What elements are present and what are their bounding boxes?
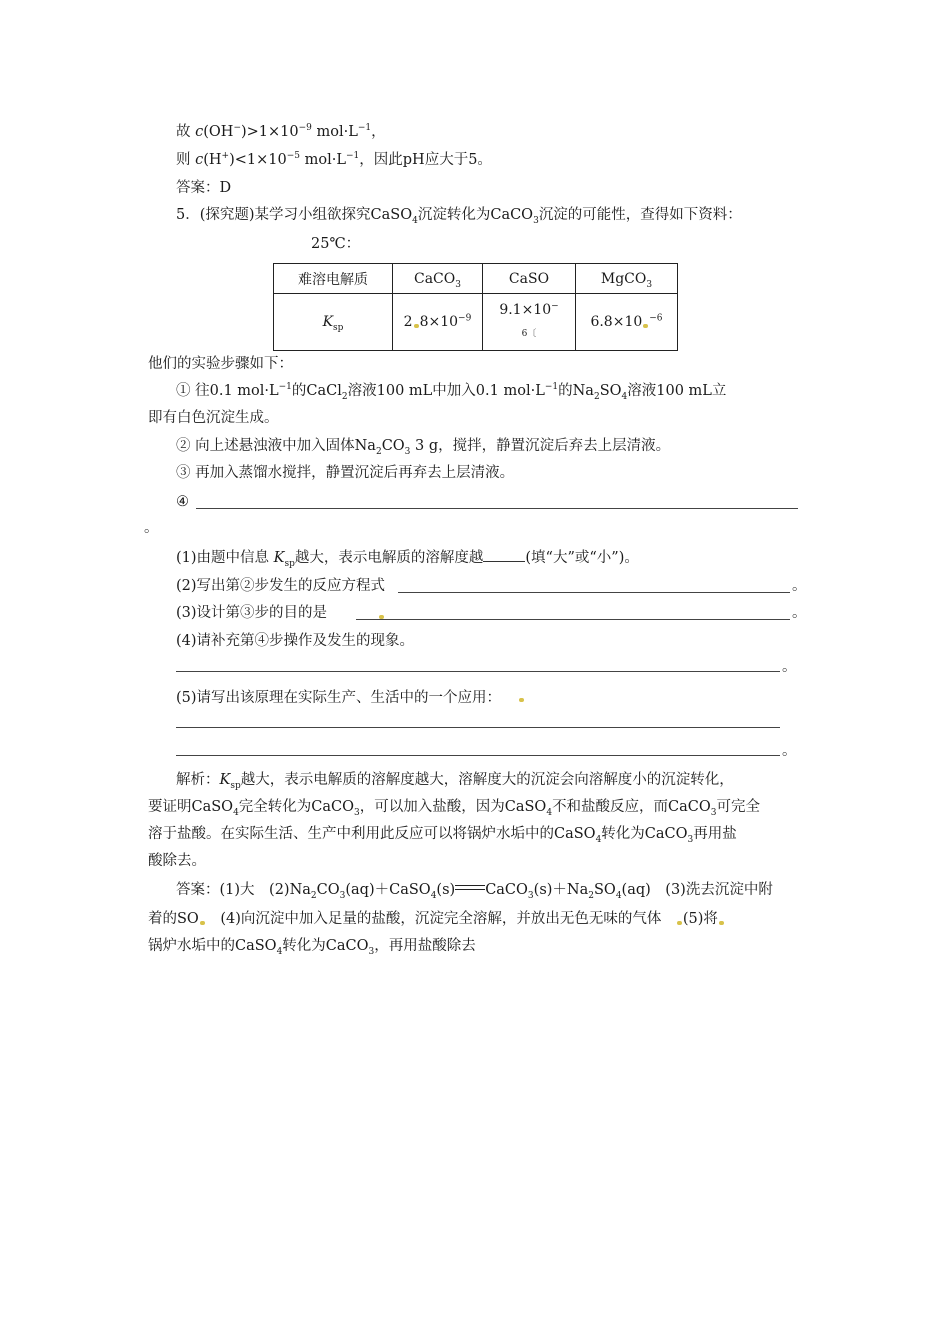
text-seg: 则 — [176, 152, 196, 168]
text-seg: 9.1×10 — [499, 302, 552, 318]
step-1 — [176, 381, 726, 401]
text-seg: )<1×10 — [229, 152, 287, 168]
text-seg: c — [195, 152, 204, 168]
answer-line-2 — [148, 909, 725, 929]
text-seg: (s) — [436, 882, 456, 898]
table-header-row — [274, 264, 678, 294]
analysis-line-3 — [148, 824, 737, 844]
dot-mark — [677, 921, 682, 925]
analysis-line-1 — [176, 770, 734, 790]
text-seg: (填“大”或“小”)。 — [525, 550, 639, 566]
text-seg: SO — [593, 882, 616, 898]
analysis-line-4: 酸除去。 — [148, 853, 206, 869]
text-seg: (4)向沉淀中加入足量的盐酸，沉淀完全溶解，并放出无色无味的气体 — [205, 911, 676, 927]
text-seg: (H — [203, 152, 222, 168]
text-seg: ① 往0.1 mol·L — [176, 383, 279, 399]
text-seg: 越大，表示电解质的溶解度越 — [294, 550, 484, 566]
subscript: 3 — [339, 890, 346, 901]
q5-end: 。 — [782, 743, 797, 759]
table-row — [274, 294, 678, 351]
ksp-table — [273, 263, 678, 351]
question-5-title — [176, 205, 742, 225]
superscript: −1 — [357, 123, 372, 134]
question-1 — [176, 547, 639, 568]
steps-intro: 他们的实验步骤如下： — [148, 356, 293, 372]
answer-line[interactable] — [356, 619, 790, 620]
subscript: 2 — [593, 391, 600, 402]
subscript: 4 — [412, 215, 418, 226]
answer-line-1 — [176, 880, 773, 900]
text-seg: 转化为CaCO — [282, 938, 369, 954]
superscript: − — [551, 301, 559, 312]
answer-line[interactable] — [398, 592, 790, 593]
previous-answer: 答案：D — [176, 180, 232, 196]
table-header-cell — [393, 264, 483, 294]
text-seg: (5)将 — [682, 911, 718, 927]
dot-mark — [414, 324, 419, 328]
table-cell — [393, 294, 483, 351]
text-seg: CaCO — [414, 270, 456, 287]
answer-line[interactable] — [176, 671, 780, 672]
text-seg: ，因此pH应大于5。 — [359, 152, 492, 168]
equilibrium-arrow-icon — [455, 883, 485, 892]
subscript: sp — [230, 780, 241, 791]
subscript: 3 — [354, 807, 360, 818]
superscript: −1 — [278, 382, 292, 393]
text-seg: ， — [371, 124, 386, 140]
subscript: 3 — [646, 279, 653, 290]
text-seg: (OH — [203, 124, 234, 140]
table-cell — [576, 294, 678, 351]
dot-mark — [379, 615, 384, 619]
superscript: − — [233, 123, 241, 134]
q3-end: 。 — [792, 605, 807, 621]
superscript: −1 — [544, 382, 559, 393]
subscript: 3 — [455, 279, 461, 290]
subscript: 4 — [233, 807, 239, 818]
subscript: 2 — [588, 890, 594, 901]
superscript: + — [221, 151, 230, 162]
text-seg: 完全转化为CaCO — [238, 799, 355, 815]
text-seg: 越大，表示电解质的溶解度越大，溶解度大的沉淀会向溶解度小的沉淀转化， — [240, 772, 734, 788]
text-seg: 5．(探究题)某学习小组欲探究CaSO — [176, 207, 413, 223]
step-4-end: 。 — [144, 520, 159, 536]
superscript: −9 — [298, 123, 312, 134]
text-seg: MgCO — [600, 270, 647, 287]
subscript: 3 — [527, 890, 534, 901]
text-seg: 故 — [176, 124, 196, 140]
text-seg: CaCO — [485, 882, 528, 898]
subscript: 2 — [375, 446, 382, 457]
text-seg: ② 向上述悬浊液中加入固体Na — [176, 438, 376, 454]
subscript: 2 — [341, 391, 348, 402]
step-3: ③ 再加入蒸馏水搅拌，静置沉淀后再弃去上层清液。 — [176, 465, 515, 481]
text-seg: 锅炉水垢中的CaSO — [148, 938, 277, 954]
dot-mark — [719, 921, 724, 925]
subscript: 3 — [710, 807, 717, 818]
subscript: 3 — [368, 946, 375, 957]
text-seg: 要证明CaSO — [148, 799, 234, 815]
superscript: −6 — [649, 313, 663, 324]
text-seg: mol·L — [311, 124, 358, 140]
q4-end: 。 — [782, 659, 797, 675]
table-cell — [483, 294, 576, 351]
text-seg: 6〔 — [521, 329, 537, 339]
text-seg: 的Na — [558, 383, 594, 399]
subscript: sp — [333, 322, 344, 333]
step-1-cont: 即有白色沉淀生成。 — [148, 410, 279, 426]
text-seg: CO — [316, 882, 340, 898]
subscript: 4 — [621, 391, 628, 402]
subscript: 3 — [404, 446, 411, 457]
text-seg: 溶液100 mL中加入0.1 mol·L — [347, 383, 545, 399]
text-seg: SO — [599, 383, 622, 399]
question-4: (4)请补充第④步操作及发生的现象。 — [176, 633, 415, 649]
text-seg: )>1×10 — [240, 124, 299, 140]
text-seg: 转化为CaCO — [601, 826, 688, 842]
text-line-h — [176, 150, 492, 170]
text-seg: K — [322, 314, 334, 330]
text-seg: mol·L — [300, 152, 346, 168]
step-4: ④ — [176, 494, 189, 510]
text-line-oh — [176, 122, 386, 142]
text-seg: CO — [381, 438, 405, 454]
subscript: 4 — [546, 807, 553, 818]
superscript: −9 — [458, 313, 472, 324]
subscript: 3 — [687, 834, 694, 845]
text-seg: 3 g，搅拌，静置沉淀后弃去上层清液。 — [410, 438, 671, 454]
question-5: (5)请写出该原理在实际生产、生活中的一个应用： — [176, 690, 502, 706]
text-seg: (aq) (3)洗去沉淀中附 — [621, 882, 773, 898]
text-seg: 答案：(1)大 (2)Na — [176, 882, 311, 898]
text-seg: 溶于盐酸。在实际生活、生产中利用此反应可以将锅炉水垢中的CaSO — [148, 826, 596, 842]
question-3: (3)设计第③步的目的是 — [176, 605, 328, 621]
question-2: (2)写出第②步发生的反应方程式 — [176, 578, 386, 594]
answer-line[interactable] — [176, 727, 780, 728]
table-header-cell: 难溶电解质 — [274, 264, 393, 294]
text-seg: ，再用盐酸除去 — [374, 938, 476, 954]
text-seg: c — [195, 124, 204, 140]
text-seg: 沉淀的可能性，查得如下资料： — [538, 207, 742, 223]
subscript: 4 — [430, 890, 437, 901]
text-seg: 6.8×10 — [590, 314, 643, 330]
subscript: 3 — [533, 215, 539, 226]
text-seg: K — [273, 550, 285, 566]
dot-mark — [200, 921, 205, 925]
answer-line[interactable] — [176, 755, 780, 756]
superscript: −1 — [345, 151, 360, 162]
text-seg: 沉淀转化为CaCO — [417, 207, 534, 223]
subscript: 4 — [595, 834, 602, 845]
text-seg: 8×10 — [419, 314, 459, 330]
temperature-label: 25℃： — [311, 236, 361, 252]
text-seg: 的CaCl — [291, 383, 342, 399]
dot-mark — [643, 324, 648, 328]
table-header-cell — [576, 264, 678, 294]
dot-mark — [519, 698, 524, 702]
text-seg: 不和盐酸反应，而CaCO — [552, 799, 711, 815]
subscript: 4 — [615, 890, 622, 901]
text-seg: 着的SO — [148, 911, 199, 927]
text-seg: (aq)＋CaSO — [345, 882, 431, 898]
subscript: 4 — [276, 946, 283, 957]
superscript: −5 — [286, 151, 301, 162]
answer-line-3 — [148, 936, 476, 956]
text-seg: 2 — [403, 314, 413, 330]
text-seg: 溶液100 mL立 — [627, 383, 727, 399]
q2-end: 。 — [792, 578, 807, 594]
text-seg: K — [219, 772, 231, 788]
fill-blank[interactable] — [483, 547, 525, 562]
subscript: sp — [284, 558, 295, 569]
analysis-line-2 — [148, 797, 760, 817]
text-seg: 解析： — [176, 772, 220, 788]
text-seg: 可完全 — [716, 799, 761, 815]
text-seg: (1)由题中信息 — [176, 550, 274, 566]
text-seg: (s)＋Na — [533, 882, 589, 898]
table-header-cell: CaSO — [483, 264, 576, 294]
step-2 — [176, 436, 670, 456]
text-seg: 再用盐 — [693, 826, 737, 842]
text-seg: ，可以加入盐酸，因为CaSO — [359, 799, 547, 815]
ksp-label-cell — [274, 294, 393, 351]
answer-line[interactable] — [196, 508, 798, 509]
subscript: 2 — [310, 890, 317, 901]
